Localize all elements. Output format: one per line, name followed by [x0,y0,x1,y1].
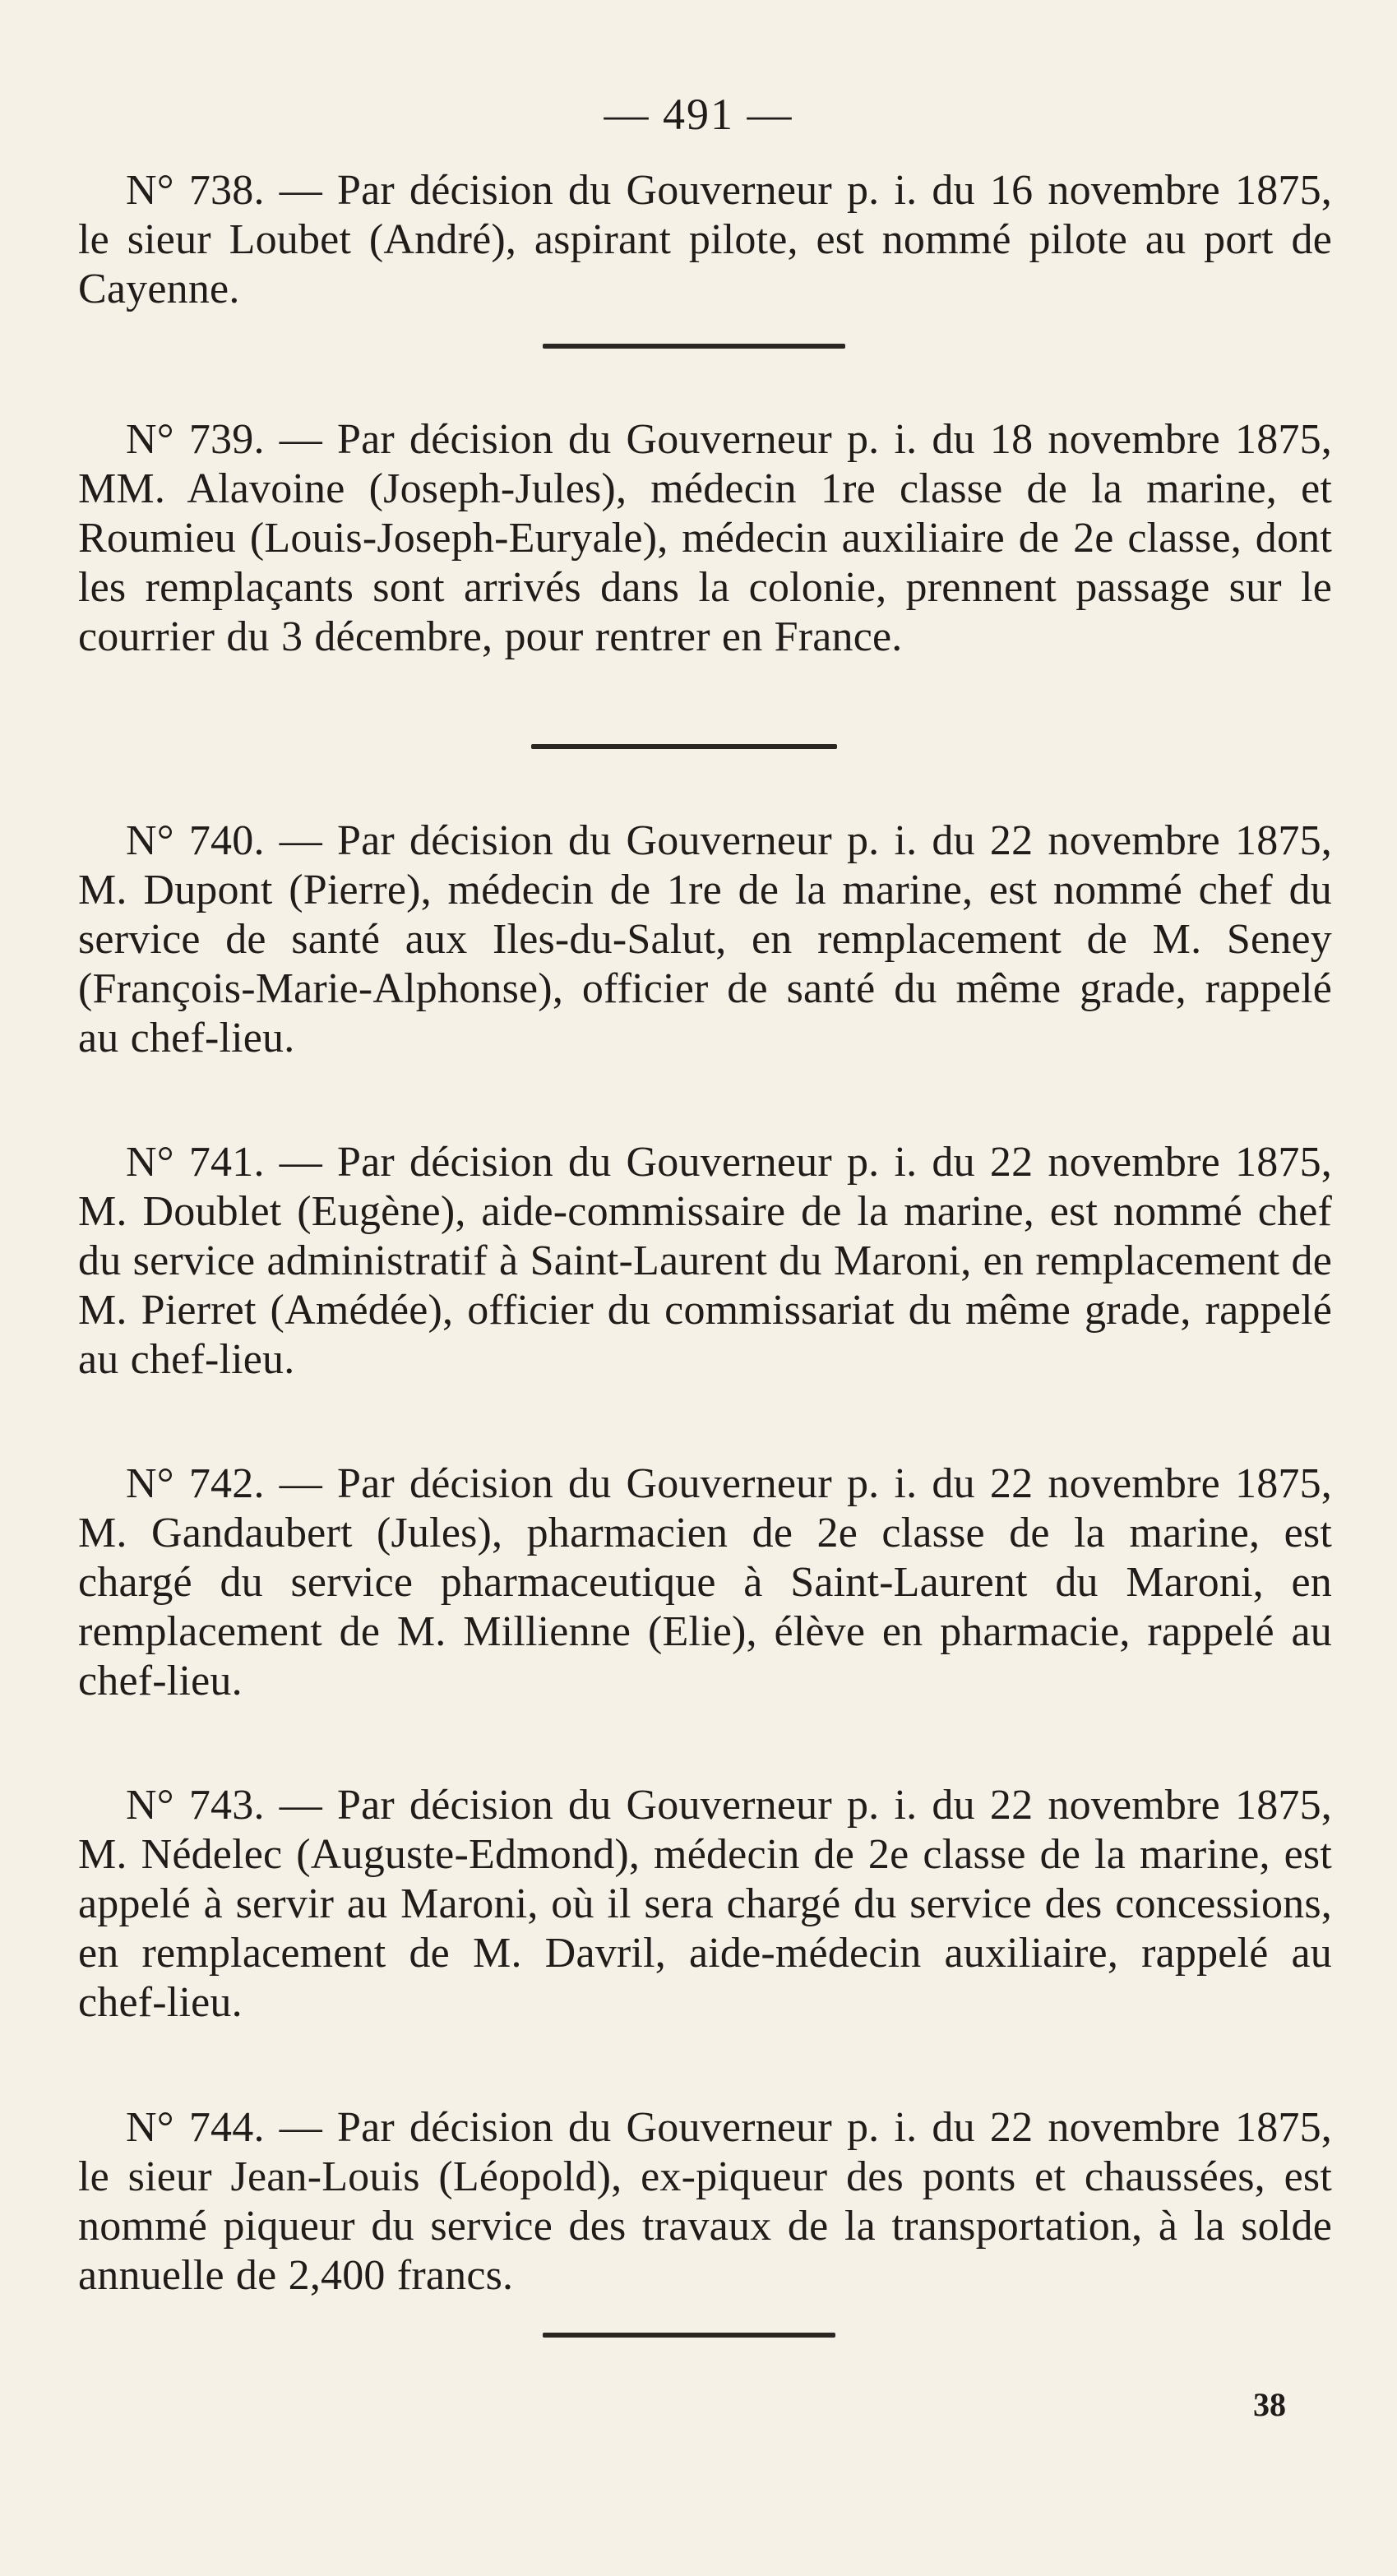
section-divider [543,344,845,349]
decision-entry-738 [78,166,1332,314]
decision-entry-741 [78,1138,1332,1385]
entry-text: N° 739. — Par décision du Gouverneur p. i. du 18 novembre 1875, MM. Alavoine (Joseph-Jules), médecin 1re classe de la marine, et Roumieu (Louis-Joseph-Euryale), médecin auxiliaire de 2e classe, dont les remplaçants sont arrivés dans la colonie, prennent passage sur le courrier du 3 décembre, pour rentrer en France. [78,416,1332,660]
decision-entry-740 [78,816,1332,1063]
entry-text: N° 744. — Par décision du Gouverneur p. i. du 22 novembre 1875, le sieur Jean-Louis (Léopold), ex-piqueur des ponts et chaussées, est nommé piqueur du service des travaux de la transportation, à la solde annuelle de 2,400 francs. [78,2104,1332,2299]
page-number: — 491 — [604,90,793,139]
decision-entry-739 [78,415,1332,662]
entry-text: N° 738. — Par décision du Gouverneur p. i. du 16 novembre 1875, le sieur Loubet (André), aspirant pilote, est nommé pilote au port de Cayenne. [78,167,1332,312]
entry-text: N° 742. — Par décision du Gouverneur p. i. du 22 novembre 1875, M. Gandaubert (Jules), pharmacien de 2e classe de la marine, est chargé du service pharmaceutique à Saint-Laurent du Maroni, en remplacement de M. Millienne (Elie), élève en pharmacie, rappelé au chef-lieu. [78,1460,1332,1704]
section-divider [531,744,837,749]
section-divider [543,2333,835,2338]
signature-mark: 38 [1253,2386,1286,2423]
decision-entry-742 [78,1459,1332,1706]
decision-entry-744 [78,2103,1332,2301]
entry-text: N° 743. — Par décision du Gouverneur p. i. du 22 novembre 1875, M. Nédelec (Auguste-Edmond), médecin de 2e classe de la marine, est appelé à servir au Maroni, où il sera chargé du service des concessions, en remplacement de M. Davril, aide-médecin auxiliaire, rappelé au chef-lieu. [78,1782,1332,2026]
decision-entry-743 [78,1781,1332,2028]
entry-text: N° 741. — Par décision du Gouverneur p. i. du 22 novembre 1875, M. Doublet (Eugène), aide-commissaire de la marine, est nommé chef du service administratif à Saint-Laurent du Maroni, en remplacement de M. Pierret (Amédée), officier du commissariat du même grade, rappelé au chef-lieu. [78,1139,1332,1383]
entry-text: N° 740. — Par décision du Gouverneur p. i. du 22 novembre 1875, M. Dupont (Pierre), médecin de 1re de la marine, est nommé chef du service de santé aux Iles-du-Salut, en remplacement de M. Seney (François-Marie-Alphonse), officier de santé du même grade, rappelé au chef-lieu. [78,817,1332,1061]
